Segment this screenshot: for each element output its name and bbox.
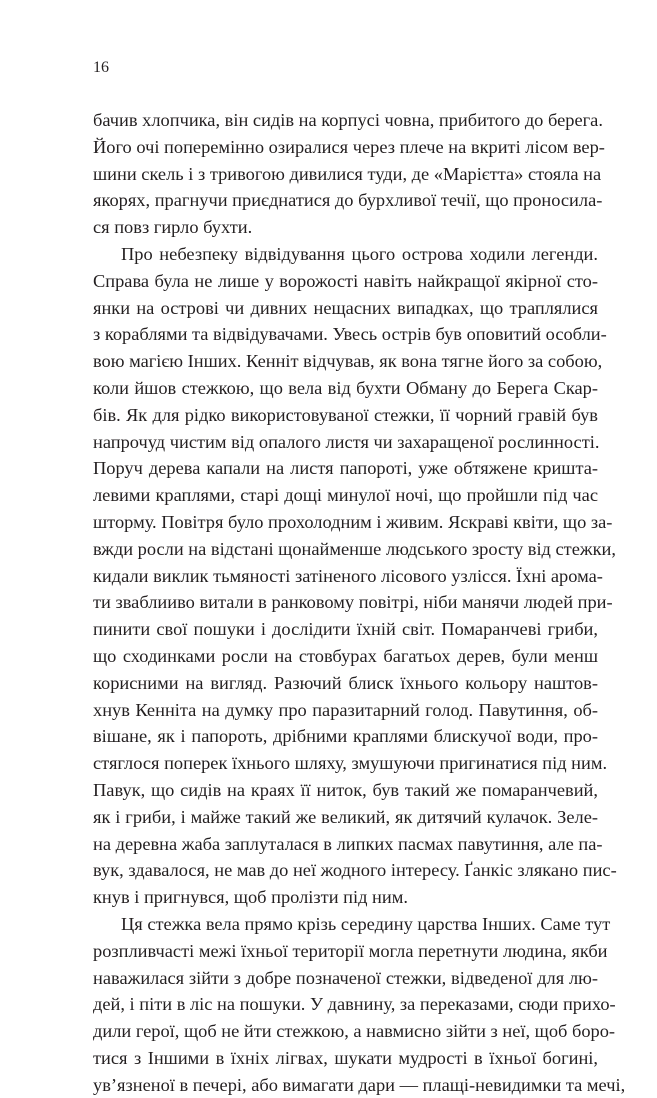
text-line: стяглося поперек їхнього шляху, змушуючи пригинатися під ним. — [93, 753, 608, 774]
text-line: шторму. Повітря було прохолодним і живим. Яскраві квіти, що за- — [93, 511, 613, 532]
text-line: кидали виклик тьмяності затіненого лісового узлісся. Їхні арома- — [93, 565, 603, 586]
text-line: з кораблями та відвідувачами. Увесь острів був оповитий особли- — [93, 324, 607, 345]
text-line: дей, і піти в ліс на пошуки. У давнину, за переказами, сюди прихо- — [93, 994, 616, 1015]
text-line: хнув Кенніта на думку про паразитарний голод. Павутиння, об- — [93, 699, 598, 720]
text-line: вою магією Інших. Кенніт відчував, як вона тягне його за собою, — [93, 351, 603, 372]
text-line: Його очі поперемінно озиралися через плече на вкриті лісом вер- — [93, 136, 605, 157]
text-line: вішане, як і папороть, дрібними краплями блискучої води, про- — [93, 726, 598, 747]
text-line: на деревна жаба заплуталася в липких пасмах павутиння, але па- — [93, 833, 603, 854]
text-line: ув’язненої в печері, або вимагати дари — плащі-невидимки та мечі, — [93, 1074, 626, 1095]
text-line: Про небезпеку відвідування цього острова ходили легенди. — [121, 243, 598, 264]
text-line: левими краплями, старі дощі минулої ночі, що пройшли під час — [93, 485, 598, 506]
text-line: Ця стежка вела прямо крізь середину царства Інших. Саме тут — [121, 913, 611, 934]
text-line: Павук, що сидів на краях її ниток, був такий же помаранчевий, — [93, 779, 598, 800]
text-line: якорях, прагнучи приєднатися до бурхливої течії, що проносила- — [93, 190, 603, 211]
text-line: Поруч дерева капали на листя папороті, уже обтяжене кришта- — [93, 458, 598, 479]
text-line: що сходинками росли на стовбурах багатьох дерев, були менш — [93, 645, 598, 666]
text-line: шини скель і з тривогою дивилися туди, де «Марієтта» стояла на — [93, 163, 602, 184]
text-line: кнув і пригнувся, щоб пролізти під ним. — [93, 887, 408, 908]
text-line: наважилася зійти з добре позначеної стежки, відведеної для лю- — [93, 967, 598, 988]
text-line: коли йшов стежкою, що вела від бухти Обману до Берега Скар- — [93, 377, 598, 398]
text-line: бів. Як для рідко використовуваної стежки, її чорний гравій був — [93, 404, 598, 425]
text-line: Справа була не лише у ворожості навіть найкращої якірної сто- — [93, 270, 598, 291]
text-line: тися з Іншими в їхніх лігвах, шукати мудрості в їхньої богині, — [93, 1047, 598, 1068]
text-line: як і гриби, і майже такий же великий, як дитячий кулачок. Зеле- — [93, 806, 598, 827]
page-number: 16 — [93, 59, 109, 76]
text-line: корисними на вигляд. Разючий блиск їхнього кольору наштов- — [93, 672, 598, 693]
text-line: янки на острові чи дивних нещасних випадках, що траплялися — [93, 297, 598, 318]
text-line: напрочуд чистим від опалого листя чи захаращеної рослинності. — [93, 431, 600, 452]
text-line: вжди росли на відстані щонайменше людського зросту від стежки, — [93, 538, 616, 559]
text-line: розпливчасті межі їхньої території могла перетнути людина, якби — [93, 940, 608, 961]
text-line: пинити свої пошуки і дослідити їхній світ. Помаранчеві гриби, — [93, 619, 598, 640]
text-line: бачив хлопчика, він сидів на корпусі човна, прибитого до берега. — [93, 110, 603, 130]
text-line: ти зваблииво витали в ранковому повітрі, ніби манячи людей при- — [93, 592, 613, 613]
body-text — [93, 107, 626, 1098]
text-line: дили герої, щоб не йти стежкою, а навмисно зійти з неї, щоб боро- — [93, 1021, 616, 1042]
text-line: ся повз гирло бухти. — [93, 217, 253, 238]
text-line: вук, здавалося, не мав до неї жодного інтересу. Ґанкіс злякано пис- — [93, 860, 617, 881]
